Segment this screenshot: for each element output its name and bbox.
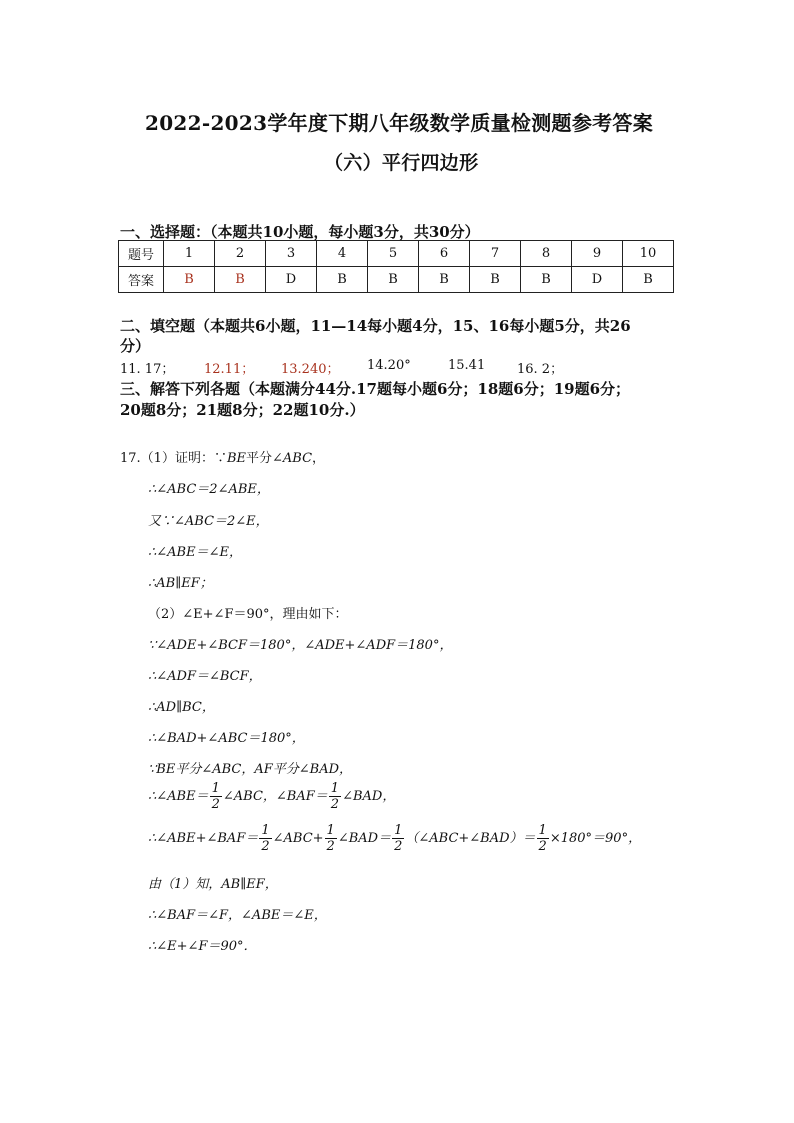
- fraction-half: [259, 824, 271, 853]
- fill-answer-13: 13.240；: [281, 362, 340, 377]
- section3-heading-line1: 三、解答下列各题（本题满分44分.17题每小题6分；18题6分；19题6分；: [120, 380, 631, 398]
- solution-line-6: （2）∠E+∠F＝90°，理由如下：: [148, 607, 348, 622]
- question-number: 9: [572, 241, 623, 267]
- answer-cell: D: [572, 267, 623, 293]
- solution-line-5: ∴AB∥EF；: [148, 576, 213, 591]
- fraction-denominator: 2: [261, 839, 270, 854]
- fraction-numerator: 1: [394, 823, 403, 838]
- solution-text: ABC: [282, 451, 313, 466]
- table-row-answers: [119, 267, 674, 293]
- solution-text: 17.（1）证明：∵: [120, 451, 227, 466]
- answer-cell: B: [164, 267, 215, 293]
- fill-answer-12: 12.11；: [204, 362, 255, 377]
- solution-text: BE: [226, 451, 246, 466]
- solution-line-13: [148, 824, 641, 853]
- question-number: 2: [215, 241, 266, 267]
- fraction-denominator: 2: [538, 839, 547, 854]
- solution-line-2: ∴∠ABC＝2∠ABE，: [148, 482, 270, 497]
- section2-heading-line1: 二、填空题（本题共6小题，11—14每小题4分，15、16每小题5分，共26: [120, 317, 631, 335]
- solution-text: ∠ABC+: [272, 831, 324, 846]
- answer-cell: B: [215, 267, 266, 293]
- fraction-denominator: 2: [394, 839, 403, 854]
- answer-cell: B: [521, 267, 572, 293]
- table-header-question: 题号: [119, 241, 164, 267]
- solution-text: ∴∠ABE＝: [148, 789, 209, 804]
- question-number: 4: [317, 241, 368, 267]
- answer-table: [118, 240, 674, 293]
- solution-line-1: [120, 447, 325, 466]
- fraction-numerator: 1: [261, 823, 270, 838]
- answer-cell: B: [470, 267, 521, 293]
- fraction-numerator: 1: [538, 823, 547, 838]
- solution-text: ×180°＝90°，: [549, 831, 642, 846]
- fraction-half: [210, 782, 222, 811]
- fill-answer-11: 11. 17；: [120, 362, 175, 377]
- fraction-denominator: 2: [330, 797, 340, 812]
- fraction-half: [325, 824, 337, 853]
- solution-line-15: ∴∠BAF＝∠F，∠ABE＝∠E，: [148, 908, 327, 923]
- solution-line-3: 又∵∠ABC＝2∠E，: [148, 514, 269, 529]
- solution-text: ∠ABC，∠BAF＝: [222, 789, 328, 804]
- question-number: 8: [521, 241, 572, 267]
- fill-answer-14: 14.20°: [367, 358, 411, 373]
- question-number: 6: [419, 241, 470, 267]
- question-number: 3: [266, 241, 317, 267]
- solution-text: ∠BAD，: [342, 789, 396, 804]
- fraction-denominator: 2: [326, 839, 335, 854]
- solution-line-7: ∵∠ADE+∠BCF＝180°，∠ADE+∠ADF＝180°，: [148, 638, 453, 653]
- answer-cell: B: [623, 267, 674, 293]
- fill-answer-15: 15.41: [448, 358, 486, 373]
- fraction-denominator: 2: [211, 797, 220, 812]
- fraction-numerator: 1: [211, 781, 220, 796]
- solution-text: ，: [312, 451, 326, 466]
- fraction-numerator: 1: [330, 781, 340, 796]
- section2-heading-line2: 分）: [120, 337, 151, 355]
- solution-line-12: [148, 782, 395, 811]
- fraction-numerator: 1: [326, 823, 335, 838]
- fill-answer-16: 16. 2；: [517, 362, 564, 377]
- solution-line-16: ∴∠E+∠F＝90°．: [148, 939, 257, 954]
- question-number: 10: [623, 241, 674, 267]
- solution-text: 平分∠: [246, 451, 283, 466]
- solution-line-9: ∴AD∥BC，: [148, 700, 215, 715]
- fraction-half: [392, 824, 404, 853]
- solution-text: ∴∠ABE+∠BAF＝: [148, 831, 259, 846]
- solution-line-14: 由（1）知，AB∥EF，: [148, 877, 278, 892]
- fraction-half: [329, 782, 341, 811]
- solution-line-4: ∴∠ABE＝∠E，: [148, 545, 242, 560]
- question-number: 1: [164, 241, 215, 267]
- section3-heading-line2: 20题8分；21题8分；22题10分.）: [120, 401, 365, 419]
- document-subtitle: （六）平行四边形: [324, 152, 479, 174]
- table-row-questions: [119, 241, 674, 267]
- question-number: 7: [470, 241, 521, 267]
- solution-text: （∠ABC+∠BAD）＝: [405, 831, 536, 846]
- answer-cell: B: [368, 267, 419, 293]
- section1-heading: 一、选择题：（本题共10小题，每小题3分，共30分）: [120, 223, 480, 241]
- document-title: 2022-2023学年度下期八年级数学质量检测题参考答案: [145, 111, 654, 135]
- solution-line-11: ∵BE平分∠ABC，AF平分∠BAD，: [148, 762, 353, 777]
- solution-line-8: ∴∠ADF＝∠BCF，: [148, 669, 262, 684]
- solution-line-10: ∴∠BAD+∠ABC＝180°，: [148, 731, 305, 746]
- answer-cell: B: [419, 267, 470, 293]
- answer-cell: D: [266, 267, 317, 293]
- solution-text: ∠BAD＝: [337, 831, 392, 846]
- question-number: 5: [368, 241, 419, 267]
- fraction-half: [537, 824, 549, 853]
- answer-cell: B: [317, 267, 368, 293]
- table-header-answer: 答案: [119, 267, 164, 293]
